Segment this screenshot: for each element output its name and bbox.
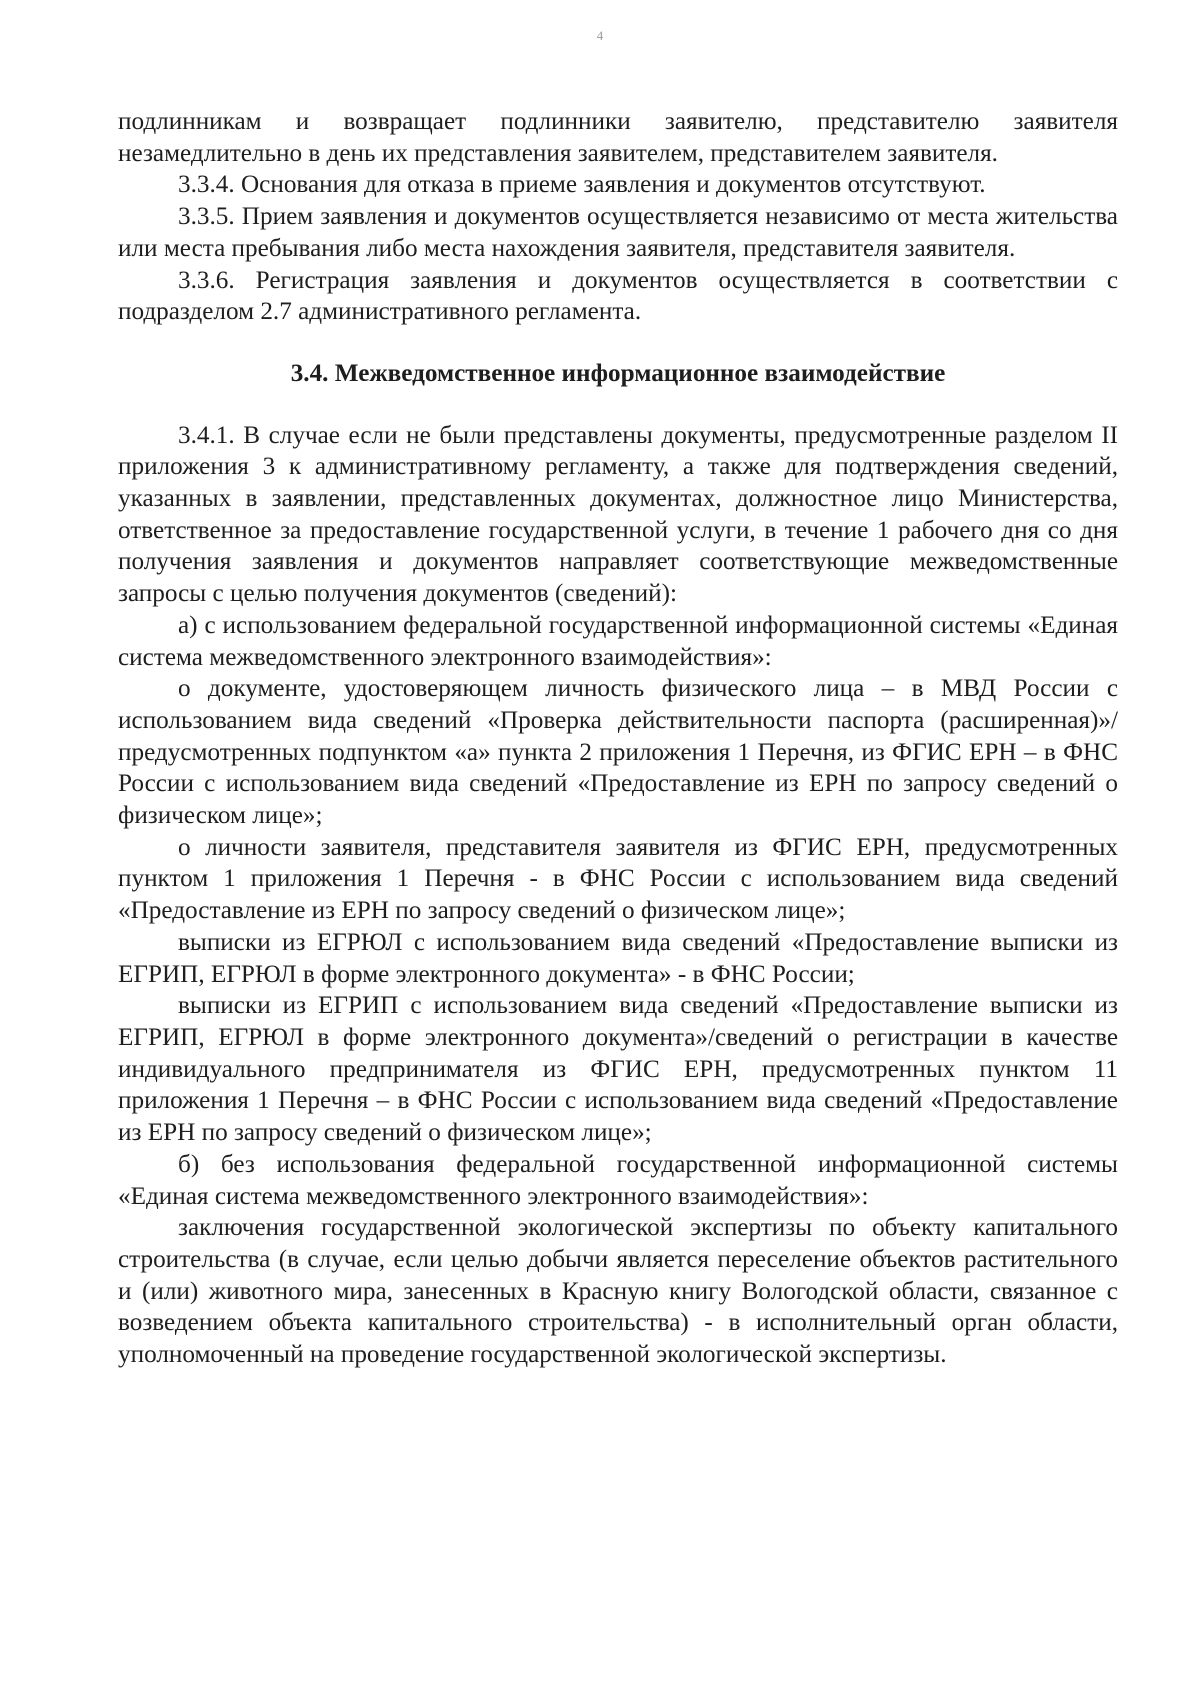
paragraph-item-b: б) без использования федеральной государственной информационной системы «Единая система межведомственного электронного взаимодействия»: bbox=[118, 1150, 1118, 1210]
paragraph-egrul-extract: выписки из ЕГРЮЛ с использованием вида сведений «Предоставление выписки из ЕГРИП, ЕГРЮЛ в форме электронного документа» - в ФНС России; bbox=[118, 928, 1118, 988]
paragraph-item-a: а) с использованием федеральной государственной информационной системы «Единая система межведомственного электронного взаимодействия»: bbox=[118, 611, 1118, 671]
paragraph-ecological-expertise: заключения государственной экологической экспертизы по объекту капитального строительства (в случае, если целью добычи является переселение объектов растительного и (или) животного мира, занесенных в Красную книгу Вологодской области, связанное с возведением объекта капитального строительства) - в исполнительный орган области, уполномоченный на проведение государственной экологической экспертизы. bbox=[118, 1214, 1118, 1369]
section-heading-3-4: 3.4. Межведомственное информационное взаимодействие bbox=[290, 359, 946, 387]
paragraph-egrip-extract: выписки из ЕГРИП с использованием вида сведений «Предоставление выписки из ЕГРИП, ЕГРЮЛ в форме электронного документа»/сведений о регистрации в качестве индивидуального предпринимателя из ФГИС ЕРН, предусмотренных пунктом 11 приложения 1 Перечня – в ФНС России с использованием вида сведений «Предоставление из ЕРН по запросу сведений о физическом лице»; bbox=[118, 992, 1118, 1147]
page-number: 4 bbox=[596, 28, 604, 43]
paragraph-3-3-6: 3.3.6. Регистрация заявления и документов осуществляется в соответствии с подразделом 2.7 административного регламента. bbox=[118, 266, 1118, 326]
paragraph-continuation: подлинникам и возвращает подлинники заявителю, представителю заявителя незамедлительно в день их представления заявителем, представителем заявителя. bbox=[118, 108, 1118, 167]
paragraph-3-3-5: 3.3.5. Прием заявления и документов осуществляется независимо от места жительства или места пребывания либо места нахождения заявителя, представителя заявителя. bbox=[118, 203, 1118, 262]
paragraph-3-3-4: 3.3.4. Основания для отказа в приеме заявления и документов отсутствуют. bbox=[178, 171, 986, 199]
paragraph-applicant-identity: о личности заявителя, представителя заявителя из ФГИС ЕРН, предусмотренных пунктом 1 приложения 1 Перечня - в ФНС России с использованием вида сведений «Предоставление из ЕРН по запросу сведений о физическом лице»; bbox=[118, 833, 1118, 925]
paragraph-identity-document: о документе, удостоверяющем личность физического лица – в МВД России с использованием вида сведений «Проверка действительности паспорта (расширенная)»/предусмотренных подпунктом «а» пункта 2 приложения 1 Перечня, из ФГИС ЕРН – в ФНС России с использованием вида сведений «Предоставление из ЕРН по запросу сведений о физическом лице»; bbox=[118, 675, 1118, 830]
paragraph-3-4-1: 3.4.1. В случае если не были представлены документы, предусмотренные разделом II приложения 3 к административному регламенту, а также для подтверждения сведений, указанных в заявлении, представленных документах, должностное лицо Министерства, ответственное за предоставление государственной услуги, в течение 1 рабочего дня со дня получения заявления и документов направляет соответствующие межведомственные запросы с целью получения документов (сведений): bbox=[118, 421, 1118, 608]
document-body bbox=[118, 106, 1118, 1371]
